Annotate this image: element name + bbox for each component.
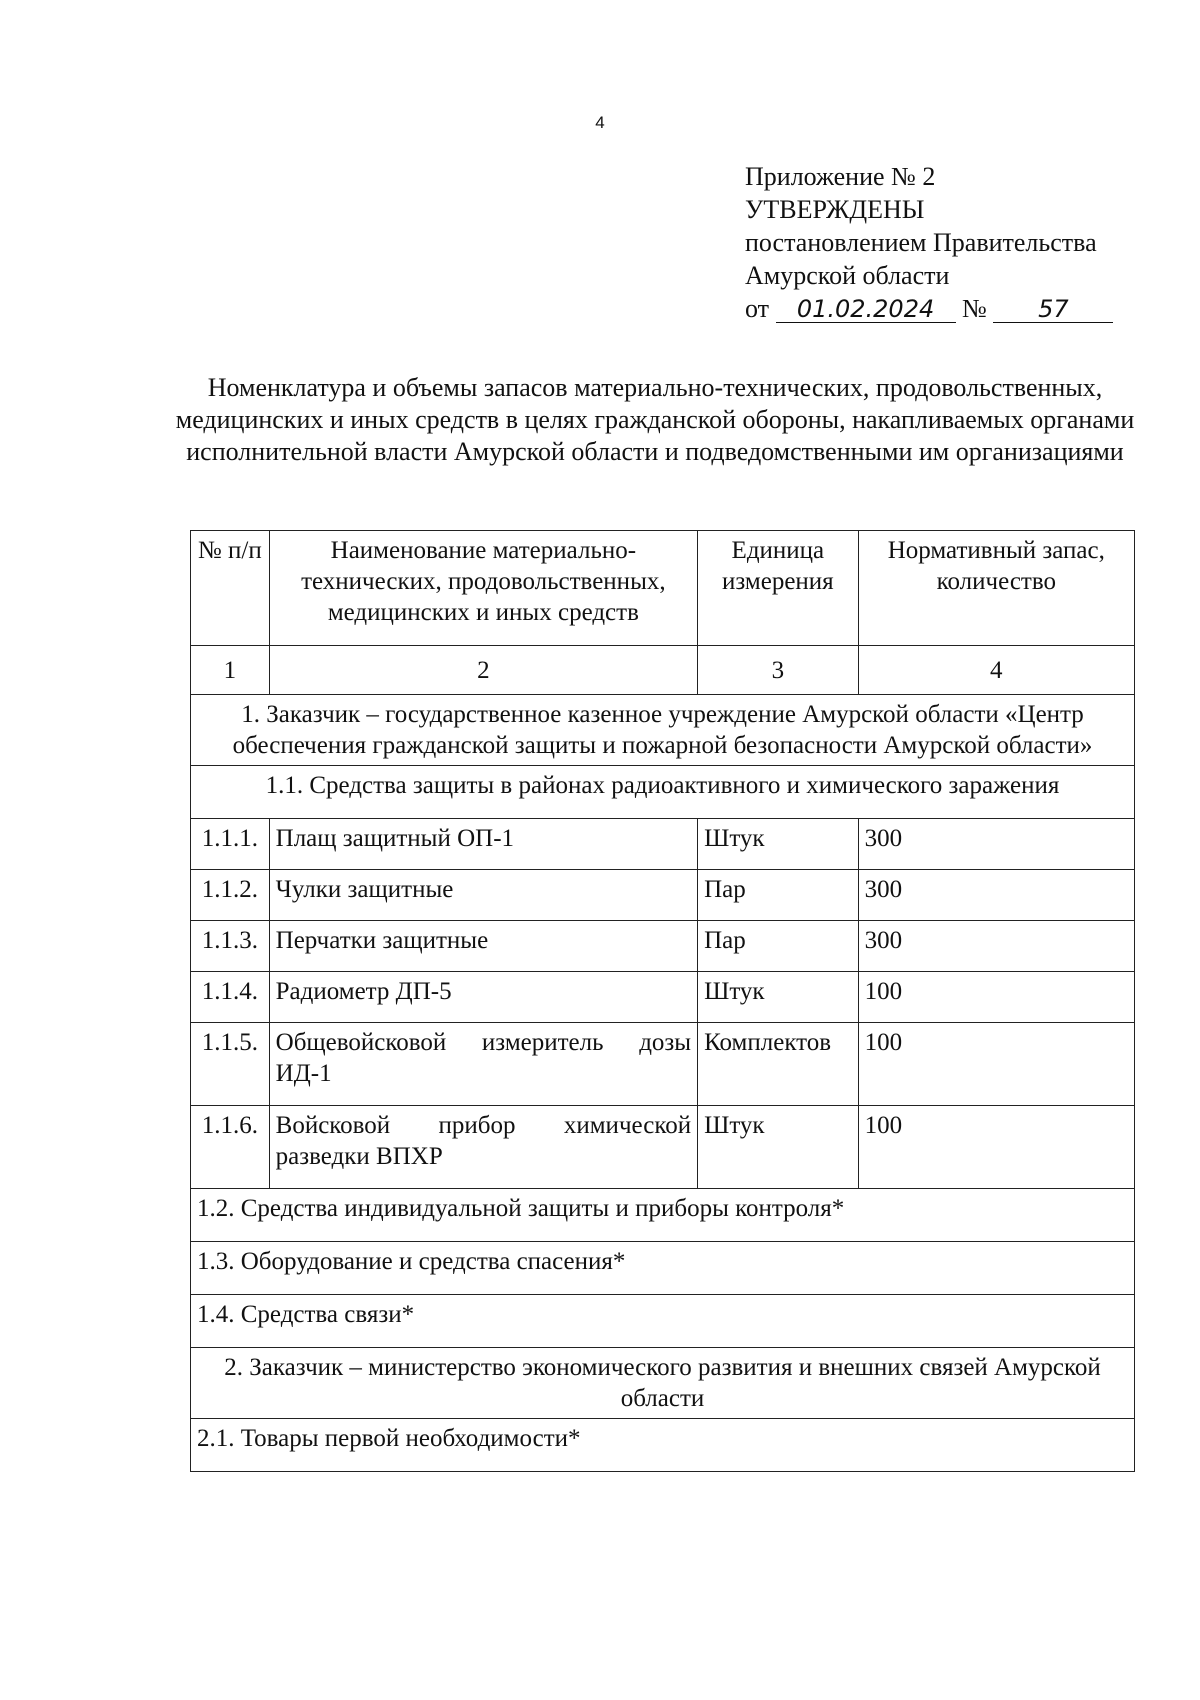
section-row [191,1348,1135,1419]
subsection-2-1-heading: 2.1. Товары первой необходимости* [191,1419,1135,1472]
from-label: от [745,294,770,323]
item-quantity: 300 [858,870,1134,921]
item-number: 1.1.1. [191,819,270,870]
region-label: Амурской области [745,261,950,290]
subsection-row [191,766,1135,819]
subsection-row [191,1419,1135,1472]
subsection-row [191,1295,1135,1348]
item-name: Перчатки защитные [269,921,697,972]
table-header-row [191,531,1135,646]
item-unit: Пар [698,870,859,921]
column-index: 3 [698,646,859,695]
header-name: Наименование материально-технических, продовольственных, медицинских и иных средств [269,531,697,646]
approval-block [745,160,1113,325]
item-quantity: 100 [858,972,1134,1023]
table-row [191,921,1135,972]
approved-label: УТВЕРЖДЕНЫ [745,195,925,224]
item-unit: Штук [698,1106,859,1189]
header-unit: Единица измерения [698,531,859,646]
handwritten-number: 57 [993,296,1113,323]
column-index: 2 [269,646,697,695]
item-number: 1.1.6. [191,1106,270,1189]
decree-label: постановлением Правительства [745,228,1097,257]
column-index: 1 [191,646,270,695]
subsection-1-3-heading: 1.3. Оборудование и средства спасения* [191,1242,1135,1295]
appendix-label: Приложение № 2 [745,162,936,191]
item-unit: Штук [698,819,859,870]
item-quantity: 300 [858,819,1134,870]
document-title: Номенклатура и объемы запасов материально-технических, продовольственных, медицинских и иных средств в целях гражданской обороны, накапливаемых органами исполнительной власти Амурской области и подведомственными им организациями [175,373,1135,466]
section-1-heading: 1. Заказчик – государственное казенное учреждение Амурской области «Центр обеспечения гражданской защиты и пожарной безопасности Амурской области» [191,695,1135,766]
item-unit: Комплектов [698,1023,859,1106]
table-row [191,1023,1135,1106]
subsection-row [191,1242,1135,1295]
item-quantity: 100 [858,1023,1134,1106]
section-row [191,695,1135,766]
table-row [191,870,1135,921]
item-unit: Штук [698,972,859,1023]
item-number: 1.1.5. [191,1023,270,1106]
item-name: Чулки защитные [269,870,697,921]
item-name: Плащ защитный ОП-1 [269,819,697,870]
item-name: Общевойсковой измеритель дозы ИД-1 [269,1023,697,1106]
item-number: 1.1.3. [191,921,270,972]
item-unit: Пар [698,921,859,972]
subsection-1-1-heading: 1.1. Средства защиты в районах радиоактивного и химического заражения [191,766,1135,819]
subsection-1-2-heading: 1.2. Средства индивидуальной защиты и приборы контроля* [191,1189,1135,1242]
item-quantity: 300 [858,921,1134,972]
page-number: 4 [595,113,605,132]
decree-date-line [745,292,1113,325]
subsection-row [191,1189,1135,1242]
item-name: Радиометр ДП-5 [269,972,697,1023]
handwritten-date: 01.02.2024 [776,296,956,323]
number-label: № [962,294,987,323]
header-quantity: Нормативный запас, количество [858,531,1134,646]
nomenclature-table [190,530,1135,1472]
table-row [191,972,1135,1023]
item-name: Войсковой прибор химической разведки ВПХР [269,1106,697,1189]
table-row [191,1106,1135,1189]
column-index: 4 [858,646,1134,695]
item-quantity: 100 [858,1106,1134,1189]
subsection-1-4-heading: 1.4. Средства связи* [191,1295,1135,1348]
item-number: 1.1.4. [191,972,270,1023]
table-row [191,819,1135,870]
item-number: 1.1.2. [191,870,270,921]
section-2-heading: 2. Заказчик – министерство экономического развития и внешних связей Амурской области [191,1348,1135,1419]
column-index-row [191,646,1135,695]
header-number: № п/п [191,531,270,646]
